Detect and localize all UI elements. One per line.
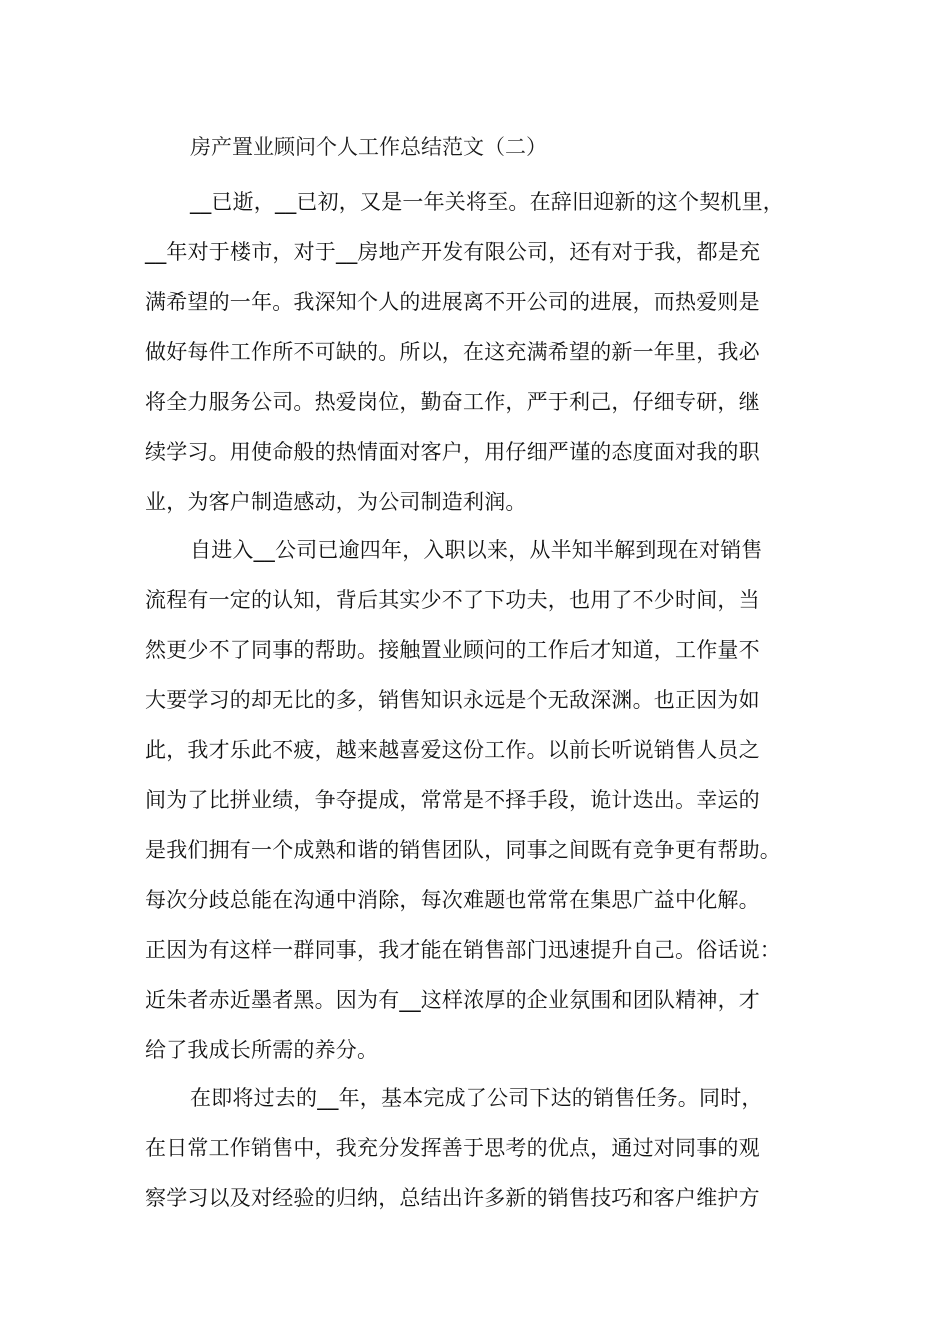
paragraph-line: 满希望的一年。我深知个人的进展离不开公司的进展，而热爱则是 xyxy=(145,290,760,314)
paragraph-line: 流程有一定的认知，背后其实少不了下功夫，也用了不少时间，当 xyxy=(145,588,760,612)
paragraph-line: 将全力服务公司。热爱岗位，勤奋工作，严于利己，仔细专研，继 xyxy=(145,390,760,414)
paragraph-line: 是我们拥有一个成熟和谐的销售团队，同事之间既有竞争更有帮助。 xyxy=(145,838,781,862)
paragraph-line: __已逝，__已初，又是一年关将至。在辞旧迎新的这个契机里， xyxy=(190,190,784,214)
paragraph-line: 在即将过去的__年，基本完成了公司下达的销售任务。同时， xyxy=(190,1086,763,1110)
paragraph-line: 察学习以及对经验的归纳，总结出许多新的销售技巧和客户维护方 xyxy=(145,1186,760,1210)
paragraph-2 xyxy=(145,525,815,1075)
paragraph-line: 此，我才乐此不疲，越来越喜爱这份工作。以前长听说销售人员之 xyxy=(145,738,760,762)
document-title: 房产置业顾问个人工作总结范文（二） xyxy=(190,135,547,159)
paragraph-1 xyxy=(145,177,815,527)
paragraph-line: 在日常工作销售中，我充分发挥善于思考的优点，通过对同事的观 xyxy=(145,1136,760,1160)
paragraph-line: 大要学习的却无比的多，销售知识永远是个无敌深渊。也正因为如 xyxy=(145,688,760,712)
paragraph-line: 间为了比拼业绩，争夺提成，常常是不择手段，诡计迭出。幸运的 xyxy=(145,788,760,812)
paragraph-line: 然更少不了同事的帮助。接触置业顾问的工作后才知道，工作量不 xyxy=(145,638,760,662)
paragraph-line: 给了我成长所需的养分。 xyxy=(145,1038,379,1062)
paragraph-line: 每次分歧总能在沟通中消除，每次难题也常常在集思广益中化解。 xyxy=(145,888,760,912)
paragraph-line: 做好每件工作所不可缺的。所以，在这充满希望的新一年里，我必 xyxy=(145,340,760,364)
paragraph-line: 正因为有这样一群同事，我才能在销售部门迅速提升自己。俗话说： xyxy=(145,938,781,962)
paragraph-line: 自进入__公司已逾四年，入职以来，从半知半解到现在对销售 xyxy=(190,538,763,562)
paragraph-line: 近朱者赤近墨者黑。因为有__这样浓厚的企业氛围和团队精神，才 xyxy=(145,988,760,1012)
paragraph-line: 续学习。用使命般的热情面对客户，用仔细严谨的态度面对我的职 xyxy=(145,440,760,464)
paragraph-line: 业，为客户制造感动，为公司制造利润。 xyxy=(145,490,527,514)
paragraph-3 xyxy=(145,1073,815,1223)
paragraph-line: __年对于楼市，对于__房地产开发有限公司，还有对于我，都是充 xyxy=(145,240,761,264)
